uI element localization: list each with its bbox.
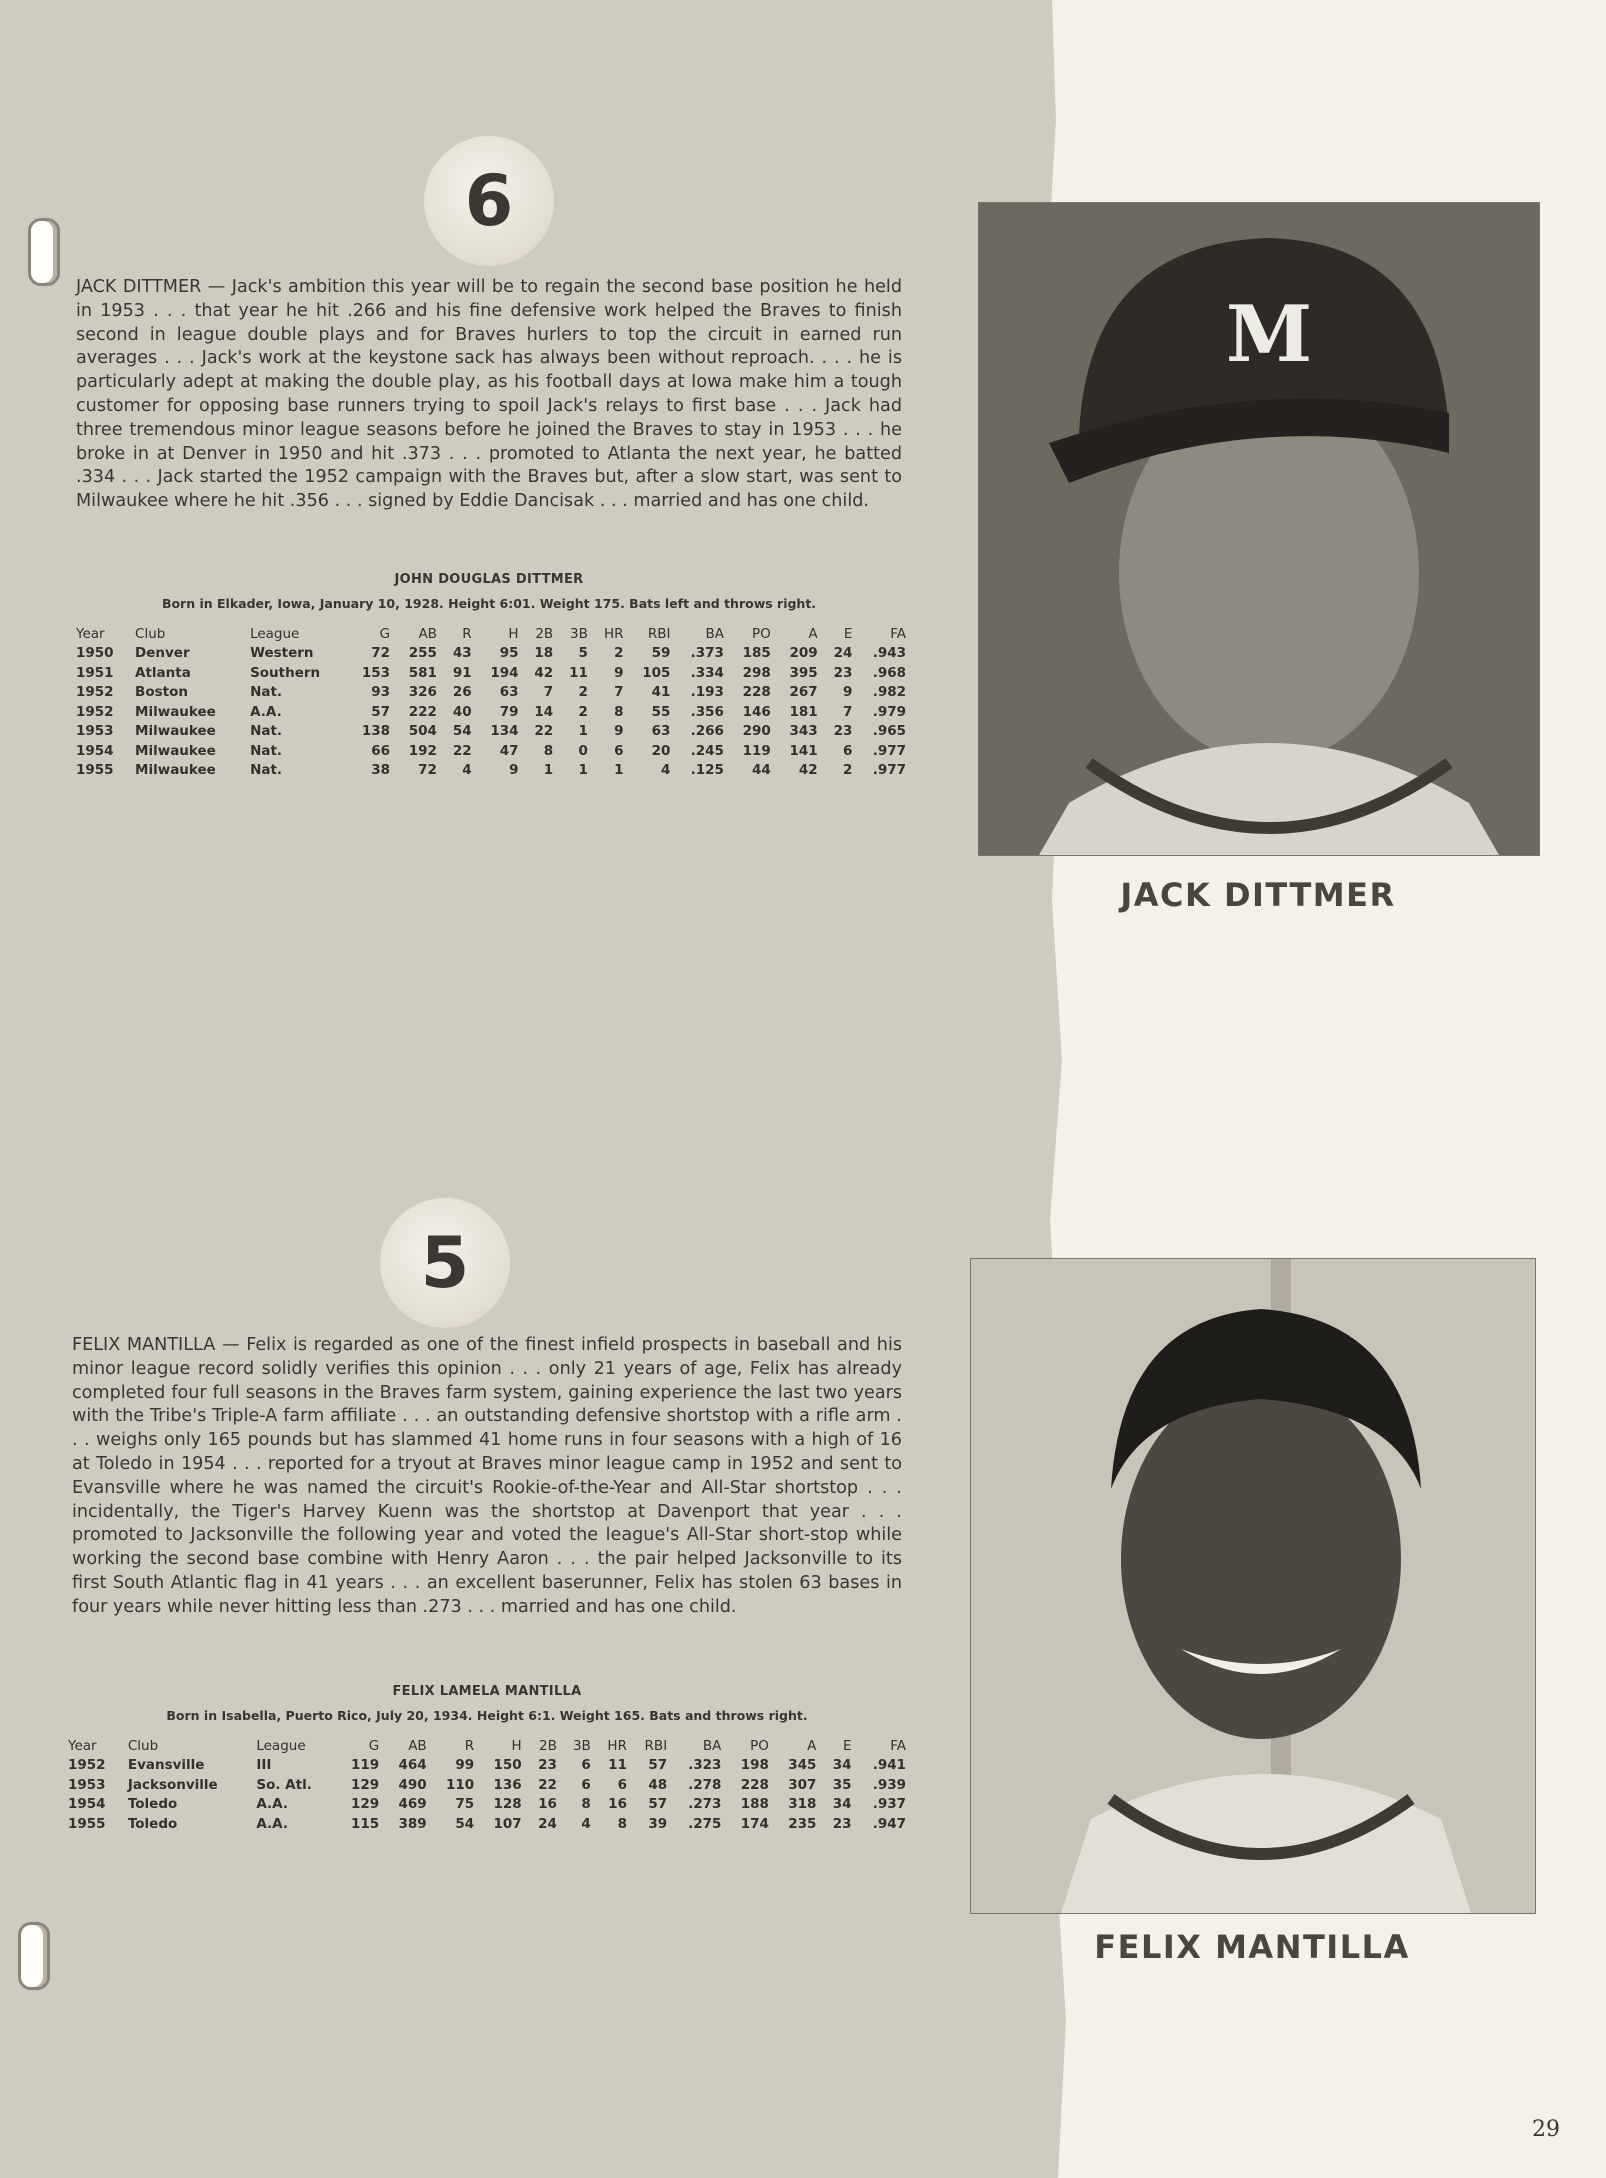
stats-cell: 1 bbox=[578, 723, 588, 740]
stats-table bbox=[64, 1736, 910, 1834]
player-birth-info: Born in Isabella, Puerto Rico, July 20, 1934. Height 6:1. Weight 165. Bats and throws right. bbox=[166, 1708, 808, 1723]
stats-cell: .334 bbox=[690, 664, 724, 681]
stats-row bbox=[72, 722, 910, 742]
stats-cell: Milwaukee bbox=[135, 742, 216, 759]
stats-cell: 34 bbox=[832, 1757, 852, 1774]
stats-cell: .947 bbox=[872, 1815, 906, 1832]
stats-cell: 11 bbox=[569, 664, 588, 681]
stats-header-cell: HR bbox=[604, 625, 624, 642]
stats-cell: 6 bbox=[581, 1776, 591, 1793]
stats-cell: .977 bbox=[872, 762, 906, 779]
stats-cell: 395 bbox=[789, 664, 818, 681]
stats-cell: 181 bbox=[789, 703, 818, 720]
stats-cell: 22 bbox=[534, 723, 554, 740]
stats-cell: 1954 bbox=[76, 742, 114, 759]
stats-cell: .266 bbox=[690, 723, 724, 740]
stats-cell: 24 bbox=[833, 645, 853, 662]
stats-cell: 1953 bbox=[68, 1776, 106, 1793]
stats-cell: A.A. bbox=[256, 1796, 288, 1813]
stats-cell: 469 bbox=[398, 1796, 427, 1813]
stats-cell: 91 bbox=[452, 664, 472, 681]
stats-cell: .939 bbox=[872, 1776, 906, 1793]
stats-header-cell: BA bbox=[702, 1737, 722, 1754]
stats-cell: .278 bbox=[688, 1776, 722, 1793]
stats-cell: 75 bbox=[455, 1796, 475, 1813]
stats-cell: 150 bbox=[493, 1757, 522, 1774]
stats-cell: 57 bbox=[648, 1757, 668, 1774]
stats-cell: 194 bbox=[490, 664, 519, 681]
stats-cell: 581 bbox=[408, 664, 437, 681]
stats-cell: 6 bbox=[842, 742, 853, 759]
stats-table bbox=[72, 624, 910, 780]
stats-cell: 7 bbox=[543, 684, 554, 701]
stats-row bbox=[72, 702, 910, 722]
stats-cell: 129 bbox=[351, 1796, 380, 1813]
stats-header-cell: 2B bbox=[539, 1737, 557, 1754]
stats-header-cell: FA bbox=[890, 625, 906, 642]
stats-cell: 318 bbox=[788, 1796, 817, 1813]
photo-caption: FELIX MANTILLA bbox=[1094, 1928, 1410, 1966]
stats-header-cell: Club bbox=[127, 1737, 159, 1754]
stats-row bbox=[72, 644, 910, 664]
player-full-name: FELIX LAMELA MANTILLA bbox=[392, 1684, 582, 1699]
stats-cell: 138 bbox=[361, 723, 391, 740]
stats-cell: .273 bbox=[688, 1796, 722, 1813]
stats-header-cell: A bbox=[808, 625, 818, 642]
stats-cell: 1950 bbox=[76, 645, 114, 662]
stats-cell: 26 bbox=[452, 684, 472, 701]
stats-cell: Nat. bbox=[250, 684, 283, 701]
stats-cell: 2 bbox=[578, 684, 588, 701]
stats-cell: 47 bbox=[499, 742, 519, 759]
stats-cell: 23 bbox=[538, 1757, 557, 1774]
stats-header-cell: FA bbox=[890, 1737, 906, 1754]
stats-cell: 55 bbox=[651, 703, 671, 720]
stats-row bbox=[64, 1814, 910, 1834]
stats-header-cell: Year bbox=[76, 625, 105, 642]
stats-cell: 192 bbox=[408, 742, 437, 759]
player-bio: JACK DITTMER — Jack's ambition this year will be to regain the second base position he held in 1953 . . . that year he hit .266 and his fine defensive work helped the Braves to finish second in league double plays and for Braves hurlers to top the circuit in earned run averages . . . Jack's work at the keystone sack has always been without reproach. . . . he is particularly adept at making the double play, as his football days at Iowa make him a tough customer for opposing base runners trying to spoil Jack's relays to first base . . . Jack had three tremendous minor league seasons before he joined the Braves to stay in 1953 . . . he broke in at Denver in 1950 and hit .373 . . . promoted to Atlanta the next year, he batted .334 . . . Jack started the 1952 campaign with the Braves but, after a slow start, was sent to Milwaukee where he hit .356 . . . signed by Eddie Dancisak . . . married and has one child. bbox=[76, 277, 902, 512]
stats-cell: 18 bbox=[534, 645, 554, 662]
stats-header-cell: PO bbox=[752, 625, 771, 642]
stats-cell: 298 bbox=[742, 664, 771, 681]
stats-cell: Evansville bbox=[127, 1757, 205, 1774]
stats-cell: 107 bbox=[493, 1815, 522, 1832]
stats-cell: 57 bbox=[371, 703, 391, 720]
stats-header-cell: G bbox=[379, 625, 391, 642]
stats-cell: 16 bbox=[538, 1796, 557, 1813]
stats-cell: Milwaukee bbox=[135, 703, 216, 720]
stats-cell: .245 bbox=[690, 742, 724, 759]
stats-cell: .356 bbox=[690, 703, 724, 720]
stats-cell: 40 bbox=[452, 703, 472, 720]
stats-cell: 42 bbox=[798, 762, 818, 779]
stats-cell: 389 bbox=[398, 1815, 427, 1832]
stats-row bbox=[64, 1756, 910, 1776]
stats-cell: Toledo bbox=[127, 1796, 178, 1813]
stats-header-cell: Year bbox=[68, 1737, 97, 1754]
stats-cell: 345 bbox=[788, 1757, 817, 1774]
stats-cell: 188 bbox=[740, 1796, 769, 1813]
stats-cell: 1 bbox=[614, 762, 624, 779]
stats-cell: 267 bbox=[789, 684, 818, 701]
stats-header-cell: HR bbox=[607, 1737, 627, 1754]
stats-cell: 39 bbox=[648, 1815, 668, 1832]
stats-cell: 43 bbox=[452, 645, 472, 662]
stats-cell: Jacksonville bbox=[127, 1776, 218, 1793]
stats-cell: .965 bbox=[872, 723, 906, 740]
stats-row bbox=[64, 1795, 910, 1815]
stats-header-cell: 3B bbox=[570, 625, 588, 642]
stats-cell: 1952 bbox=[76, 703, 114, 720]
page-number: 29 bbox=[1532, 2117, 1560, 2142]
stats-cell: 119 bbox=[351, 1757, 380, 1774]
stats-cell: 6 bbox=[617, 1776, 627, 1793]
stats-cell: .937 bbox=[872, 1796, 906, 1813]
player-bio: FELIX MANTILLA — Felix is regarded as one of the finest infield prospects in baseball and his minor league record solidly verifies this opinion . . . only 21 years of age, Felix has already completed four full seasons in the Braves farm system, gaining experience the last two years with the Tribe's Triple-A farm affiliate . . . an outstanding defensive shortstop with a rifle arm . . . weighs only 165 pounds but has slammed 41 home runs in four seasons with a high of 16 at Toledo in 1954 . . . reported for a tryout at Braves minor league camp in 1952 and sent to Evansville where he was named the circuit's Rookie-of-the-Year and All-Star shortstop . . . incidentally, the Tiger's Harvey Kuenn was the shortstop at Davenport that year . . . promoted to Jacksonville the following year and voted the league's All-Star short-stop while working the second base combine with Henry Aaron . . . the pair helped Jacksonville to its first South Atlantic flag in 41 years . . . an excellent baserunner, Felix has stolen 63 bases in four years while never hitting less than .273 . . . married and has one child. bbox=[72, 1335, 902, 1617]
stats-cell: 8 bbox=[543, 742, 554, 759]
stats-header-cell: H bbox=[508, 625, 519, 642]
stats-cell: .982 bbox=[872, 684, 906, 701]
stats-cell: 2 bbox=[842, 762, 853, 779]
stats-cell: 290 bbox=[742, 723, 771, 740]
stats-cell: 326 bbox=[408, 684, 437, 701]
stats-cell: 1954 bbox=[68, 1796, 106, 1813]
stats-cell: 24 bbox=[538, 1815, 557, 1832]
stats-header-cell: R bbox=[462, 625, 472, 642]
stats-cell: 63 bbox=[499, 684, 519, 701]
stats-cell: 48 bbox=[648, 1776, 668, 1793]
stats-cell: .979 bbox=[872, 703, 906, 720]
stats-cell: 35 bbox=[832, 1776, 852, 1793]
stats-cell: 44 bbox=[752, 762, 771, 779]
stats-cell: 7 bbox=[614, 684, 624, 701]
stats-row bbox=[72, 761, 910, 781]
stats-cell: 464 bbox=[398, 1757, 427, 1774]
stats-cell: 23 bbox=[832, 1815, 852, 1832]
stats-cell: Nat. bbox=[250, 723, 283, 740]
stats-cell: 14 bbox=[534, 703, 554, 720]
player-full-name: JOHN DOUGLAS DITTMER bbox=[394, 572, 584, 587]
stats-cell: 5 bbox=[578, 645, 588, 662]
player-portrait-image bbox=[979, 203, 1539, 855]
player-photo bbox=[970, 1258, 1536, 1914]
stats-cell: 38 bbox=[371, 762, 391, 779]
stats-header-cell: E bbox=[843, 625, 853, 642]
stats-cell: 174 bbox=[740, 1815, 769, 1832]
stats-cell: 1952 bbox=[76, 684, 114, 701]
stats-cell: 136 bbox=[493, 1776, 522, 1793]
stats-cell: 72 bbox=[371, 645, 391, 662]
player-birth-info: Born in Elkader, Iowa, January 10, 1928. Height 6:01. Weight 175. Bats left and throws right. bbox=[161, 596, 817, 611]
stats-cell: 128 bbox=[493, 1796, 522, 1813]
stats-cell: 1953 bbox=[76, 723, 114, 740]
stats-cell: Southern bbox=[250, 664, 321, 681]
stats-cell: .193 bbox=[690, 684, 724, 701]
stats-cell: 16 bbox=[608, 1796, 627, 1813]
stats-cell: .968 bbox=[872, 664, 906, 681]
stats-cell: A.A. bbox=[256, 1815, 288, 1832]
stats-cell: 4 bbox=[581, 1815, 591, 1832]
stats-cell: 54 bbox=[455, 1815, 475, 1832]
stats-cell: Nat. bbox=[250, 742, 283, 759]
stats-cell: Denver bbox=[135, 645, 190, 662]
stats-header-cell: R bbox=[464, 1737, 475, 1754]
stats-cell: 0 bbox=[578, 742, 588, 759]
stats-header-cell: Club bbox=[135, 625, 166, 642]
stats-header-cell: E bbox=[843, 1737, 852, 1754]
stats-cell: 79 bbox=[499, 703, 519, 720]
stats-cell: 22 bbox=[452, 742, 472, 759]
stats-header-cell: League bbox=[256, 1737, 306, 1754]
stats-cell: 504 bbox=[408, 723, 437, 740]
binder-hole-bottom bbox=[18, 1922, 50, 1990]
stats-header-cell: AB bbox=[408, 1737, 427, 1754]
stats-cell: 9 bbox=[509, 762, 519, 779]
stats-cell: 153 bbox=[361, 664, 391, 681]
stats-cell: 105 bbox=[642, 664, 671, 681]
stats-cell: 2 bbox=[614, 645, 624, 662]
stats-cell: 66 bbox=[371, 742, 391, 759]
stats-header-row bbox=[64, 1736, 910, 1756]
stats-cell: 198 bbox=[740, 1757, 769, 1774]
stats-cell: 8 bbox=[614, 703, 624, 720]
stats-cell: .977 bbox=[872, 742, 906, 759]
jersey-number-badge: 5 bbox=[380, 1198, 510, 1328]
stats-cell: 141 bbox=[789, 742, 818, 759]
stats-cell: 6 bbox=[581, 1757, 591, 1774]
stats-cell: 6 bbox=[614, 742, 624, 759]
stats-cell: 110 bbox=[446, 1776, 475, 1793]
stats-cell: Atlanta bbox=[135, 664, 191, 681]
stats-cell: 34 bbox=[832, 1796, 852, 1813]
stats-cell: 1955 bbox=[68, 1815, 106, 1832]
stats-cell: 1 bbox=[543, 762, 554, 779]
jersey-number-badge: 6 bbox=[424, 136, 554, 266]
stats-header-cell: A bbox=[807, 1737, 817, 1754]
stats-cell: 1955 bbox=[76, 762, 114, 779]
stats-header-cell: PO bbox=[750, 1737, 769, 1754]
cap-letter: M bbox=[1225, 289, 1313, 380]
photo-caption: JACK DITTMER bbox=[1120, 876, 1396, 914]
stats-cell: 72 bbox=[418, 762, 437, 779]
stats-cell: 63 bbox=[651, 723, 671, 740]
stats-row bbox=[72, 683, 910, 703]
stats-cell: 41 bbox=[651, 684, 671, 701]
stats-cell: 209 bbox=[789, 645, 818, 662]
stats-cell: 255 bbox=[408, 645, 437, 662]
stats-cell: 1952 bbox=[68, 1757, 106, 1774]
stats-cell: Milwaukee bbox=[135, 762, 216, 779]
stats-cell: 228 bbox=[740, 1776, 769, 1793]
stats-row bbox=[72, 663, 910, 683]
stats-cell: 99 bbox=[455, 1757, 475, 1774]
stats-cell: 95 bbox=[499, 645, 519, 662]
stats-header-cell: H bbox=[511, 1737, 522, 1754]
stats-cell: 7 bbox=[842, 703, 853, 720]
stats-header-cell: BA bbox=[705, 625, 724, 642]
stats-cell: So. Atl. bbox=[256, 1776, 312, 1793]
stats-cell: 23 bbox=[833, 723, 853, 740]
stats-cell: 93 bbox=[371, 684, 391, 701]
stats-cell: .941 bbox=[872, 1757, 906, 1774]
stats-header-cell: 2B bbox=[535, 625, 554, 642]
stats-cell: 8 bbox=[581, 1796, 591, 1813]
stats-cell: .125 bbox=[690, 762, 724, 779]
stats-cell: 129 bbox=[351, 1776, 380, 1793]
stats-header-cell: G bbox=[368, 1737, 380, 1754]
stats-cell: 9 bbox=[614, 664, 624, 681]
stats-header-cell: RBI bbox=[647, 625, 671, 642]
stats-cell: 228 bbox=[742, 684, 771, 701]
stats-cell: 343 bbox=[789, 723, 818, 740]
stats-cell: 20 bbox=[651, 742, 671, 759]
stats-cell: .275 bbox=[688, 1815, 722, 1832]
stats-cell: 57 bbox=[648, 1796, 668, 1813]
stats-header-cell: RBI bbox=[644, 1737, 668, 1754]
stats-cell: 4 bbox=[462, 762, 472, 779]
stats-cell: Boston bbox=[135, 684, 188, 701]
stats-cell: 115 bbox=[351, 1815, 380, 1832]
stats-header-cell: 3B bbox=[572, 1737, 591, 1754]
stats-row bbox=[72, 741, 910, 761]
player-photo bbox=[978, 202, 1540, 856]
stats-cell: 42 bbox=[534, 664, 554, 681]
stats-cell: 222 bbox=[408, 703, 437, 720]
stats-header-cell: League bbox=[250, 625, 300, 642]
stats-cell: III bbox=[256, 1757, 272, 1774]
binder-hole-top bbox=[28, 218, 60, 286]
stats-cell: 54 bbox=[452, 723, 472, 740]
stats-cell: .323 bbox=[688, 1757, 722, 1774]
stats-cell: 134 bbox=[490, 723, 519, 740]
stats-cell: 185 bbox=[742, 645, 771, 662]
stats-cell: 9 bbox=[614, 723, 624, 740]
stats-cell: 307 bbox=[788, 1776, 817, 1793]
stats-header-row bbox=[72, 624, 910, 644]
stats-cell: A.A. bbox=[250, 703, 282, 720]
stats-cell: 22 bbox=[538, 1776, 557, 1793]
player-portrait-image bbox=[971, 1259, 1535, 1913]
stats-cell: 8 bbox=[617, 1815, 627, 1832]
stats-cell: Milwaukee bbox=[135, 723, 216, 740]
stats-cell: 59 bbox=[651, 645, 671, 662]
stats-cell: 119 bbox=[742, 742, 771, 759]
stats-cell: 23 bbox=[833, 664, 853, 681]
stats-cell: 1951 bbox=[76, 664, 114, 681]
stats-cell: 146 bbox=[742, 703, 771, 720]
stats-cell: Western bbox=[250, 645, 314, 662]
stats-cell: 9 bbox=[842, 684, 853, 701]
stats-cell: 490 bbox=[398, 1776, 427, 1793]
stats-header-cell: AB bbox=[418, 625, 437, 642]
stats-cell: Nat. bbox=[250, 762, 283, 779]
stats-cell: 11 bbox=[608, 1757, 627, 1774]
stats-cell: 4 bbox=[661, 762, 671, 779]
stats-row bbox=[64, 1775, 910, 1795]
stats-cell: Toledo bbox=[127, 1815, 178, 1832]
stats-cell: .373 bbox=[690, 645, 724, 662]
stats-cell: .943 bbox=[872, 645, 906, 662]
stats-cell: 1 bbox=[578, 762, 588, 779]
stats-cell: 235 bbox=[788, 1815, 817, 1832]
stats-cell: 2 bbox=[578, 703, 588, 720]
